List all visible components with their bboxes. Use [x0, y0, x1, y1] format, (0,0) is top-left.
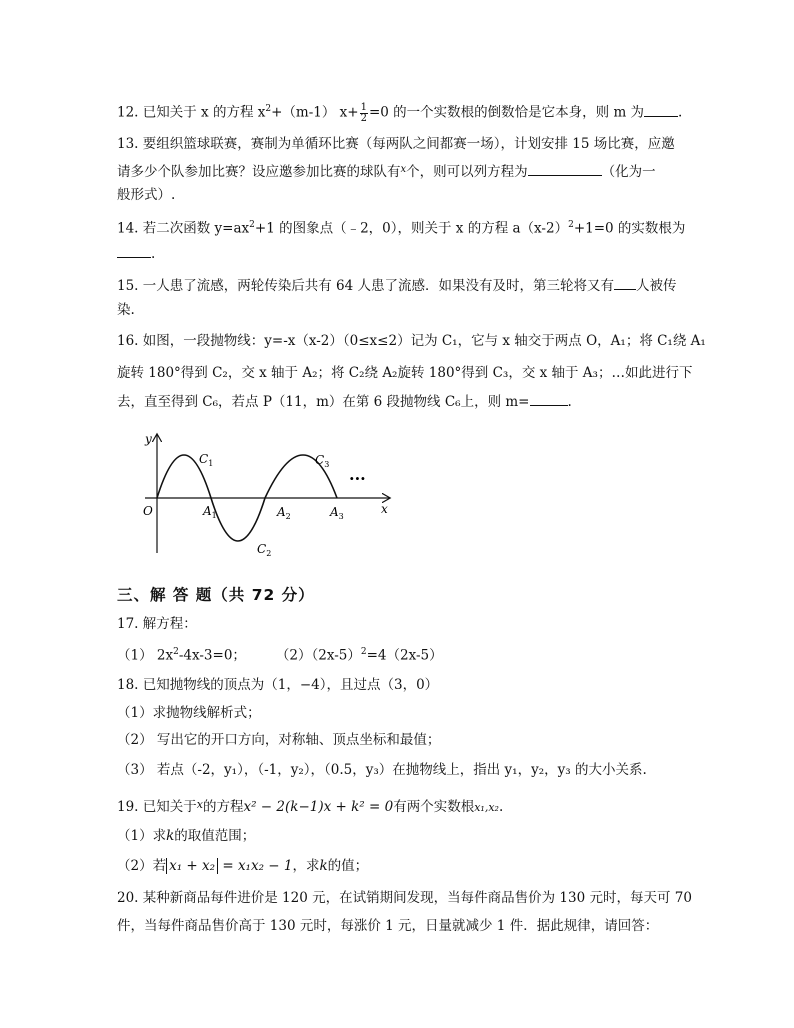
question-15-line2: 染.: [117, 302, 135, 318]
q15-text-post: 人被传: [636, 278, 677, 294]
q16-text: 去，直至得到 C₆，若点 P（11，m）在第 6 段抛物线 C₆上，则 m=: [117, 394, 530, 410]
x-label: x: [381, 502, 388, 516]
continuation-dots: ···: [349, 469, 366, 488]
question-16-line1: 16. 如图，一段抛物线：y=-x（x-2）（0≤x≤2）记为 C₁，它与 x 轴交于两点 O，A₁；将 C₁绕 A₁: [117, 333, 706, 349]
q12-text: 12. 已知关于 x 的方程 x: [117, 104, 266, 121]
q15-text: 15. 一人患了流感，两轮传染后共有 64 人患了流感．如果没有及时，第三轮将又有: [117, 278, 615, 294]
q12-answer-blank[interactable]: [644, 102, 678, 117]
q13-variable: x: [400, 164, 407, 175]
question-19: [117, 795, 503, 815]
q16-end: .: [567, 394, 572, 410]
question-14: [117, 215, 685, 235]
y-label: y: [145, 432, 152, 446]
q17-part1-exponent: 2: [173, 647, 179, 657]
q19-text-mid: 的方程: [202, 799, 244, 815]
q14-answer-blank[interactable]: [117, 243, 151, 258]
q19-part2-rhs: = x₁x₂ − 1: [218, 858, 293, 874]
q12-text-mid: +（m-1） x+: [271, 104, 359, 121]
q16-answer-blank[interactable]: [530, 391, 568, 406]
q14-text-mid: +1 的图象点（﹣2，0），则关于 x 的方程 a（x-2）: [254, 220, 569, 237]
q17-part2-post: =4（2x-5）: [366, 647, 443, 664]
question-12: [117, 99, 683, 124]
question-18-part1: （1）求抛物线解析式；: [117, 705, 261, 721]
question-18-part2: （2） 写出它的开口方向，对称轴、顶点坐标和最值；: [117, 732, 441, 748]
a1-label: $A_1$: [203, 504, 217, 520]
section-title: 三、解 答 题（共 72 分）: [117, 586, 315, 604]
question-20-line1: 20. 某种新商品每件进价是 120 元，在试销期间发现，当每件商品售价为 130 元时，每天可 70: [117, 890, 692, 906]
parabola-figure: [137, 427, 397, 562]
question-19-part1: [117, 826, 255, 846]
q14-exponent-2: 2: [568, 220, 574, 230]
q19-equation: x² − 2(k−1)x + k² = 0: [243, 799, 394, 815]
curve-c2: [211, 498, 265, 541]
q19-text: 19. 已知关于: [117, 799, 197, 815]
q12-frac-den: 2: [360, 112, 367, 124]
question-13-line1: 13. 要组织篮球联赛，赛制为单循环比赛（每两队之间都赛一场），计划安排 15 场比赛，应邀: [117, 136, 675, 152]
q19-part1: （1）求: [117, 828, 167, 844]
q12-text-post: =0 的一个实数根的倒数恰是它本身，则 m 为: [368, 104, 645, 121]
q13-text: 请多少个队参加比赛？设应邀参加比赛的球队有: [117, 164, 401, 180]
question-18-title: 18. 已知抛物线的顶点为（1，−4），且过点（3，0）: [117, 677, 439, 693]
q17-part1-post: -4x-3=0；: [178, 647, 246, 664]
q14-end: .: [151, 246, 156, 262]
question-13-line2: [117, 160, 656, 180]
q14-text: 14. 若二次函数 y=ax: [117, 220, 250, 237]
c3-label: $C_3$: [315, 453, 330, 469]
q19-variable: x: [196, 798, 203, 811]
q17-part2-exponent: 2: [360, 647, 367, 657]
q19-part2-abs: x₁ + x₂: [166, 858, 218, 874]
q12-end: .: [678, 104, 683, 121]
question-18-part3: （3） 若点（-2，y₁），（-1，y₂），（0.5，y₃）在抛物线上，指出 y₁，y₂，y₃ 的大小关系.: [117, 762, 647, 778]
a3-label: $A_3$: [330, 505, 344, 521]
question-17-title: 17. 解方程：: [117, 616, 197, 632]
q17-part1: （1） 2x: [117, 647, 174, 664]
q19-part2: （2）若: [117, 858, 167, 874]
q13-answer-blank[interactable]: [528, 161, 602, 176]
q19-end: .: [498, 799, 504, 815]
q19-text-post: 有两个实数根: [393, 799, 475, 815]
q14-text-post: +1=0 的实数根为: [573, 220, 686, 237]
question-15: [117, 275, 677, 295]
q13-text-mid: 个，则可以列方程为: [406, 164, 528, 180]
question-13-line3: 般形式）.: [117, 187, 176, 203]
c1-label: $C_1$: [199, 452, 214, 468]
question-16-line3: [117, 391, 572, 411]
question-16-line2: 旋转 180°得到 C₂，交 x 轴于 A₂；将 C₂绕 A₂旋转 180°得到 C₃，交 x 轴于 A₃；…如此进行下: [117, 365, 693, 381]
question-17-parts: [117, 642, 443, 662]
a2-label: $A_2$: [277, 505, 291, 521]
q12-fraction: [360, 103, 368, 124]
q17-part2: （2）（2x-5）: [275, 647, 361, 664]
q19-roots: x₁,x₂: [474, 801, 499, 814]
q15-answer-blank[interactable]: [614, 275, 636, 290]
c2-label: $C_2$: [257, 542, 272, 558]
q14-exponent: 2: [249, 220, 255, 230]
q19-part1-post: 的取值范围；: [174, 828, 256, 844]
q19-part2-post: 的值；: [327, 858, 369, 874]
q19-part1-variable: k: [166, 828, 175, 844]
q12-exponent: 2: [265, 104, 272, 114]
question-14-line2: [117, 243, 155, 263]
question-20-line2: 件，当每件商品售价高于 130 元时，每涨价 1 元，日量就减少 1 件．据此规律，请回答：: [117, 918, 659, 934]
question-19-part2: [117, 856, 368, 876]
origin-label: O: [143, 504, 153, 518]
q13-text-post: （化为一: [601, 164, 656, 180]
q19-part2-variable: k: [319, 858, 328, 874]
q12-frac-num: 1: [360, 101, 367, 113]
q19-part2-mid: ，求: [292, 858, 320, 874]
